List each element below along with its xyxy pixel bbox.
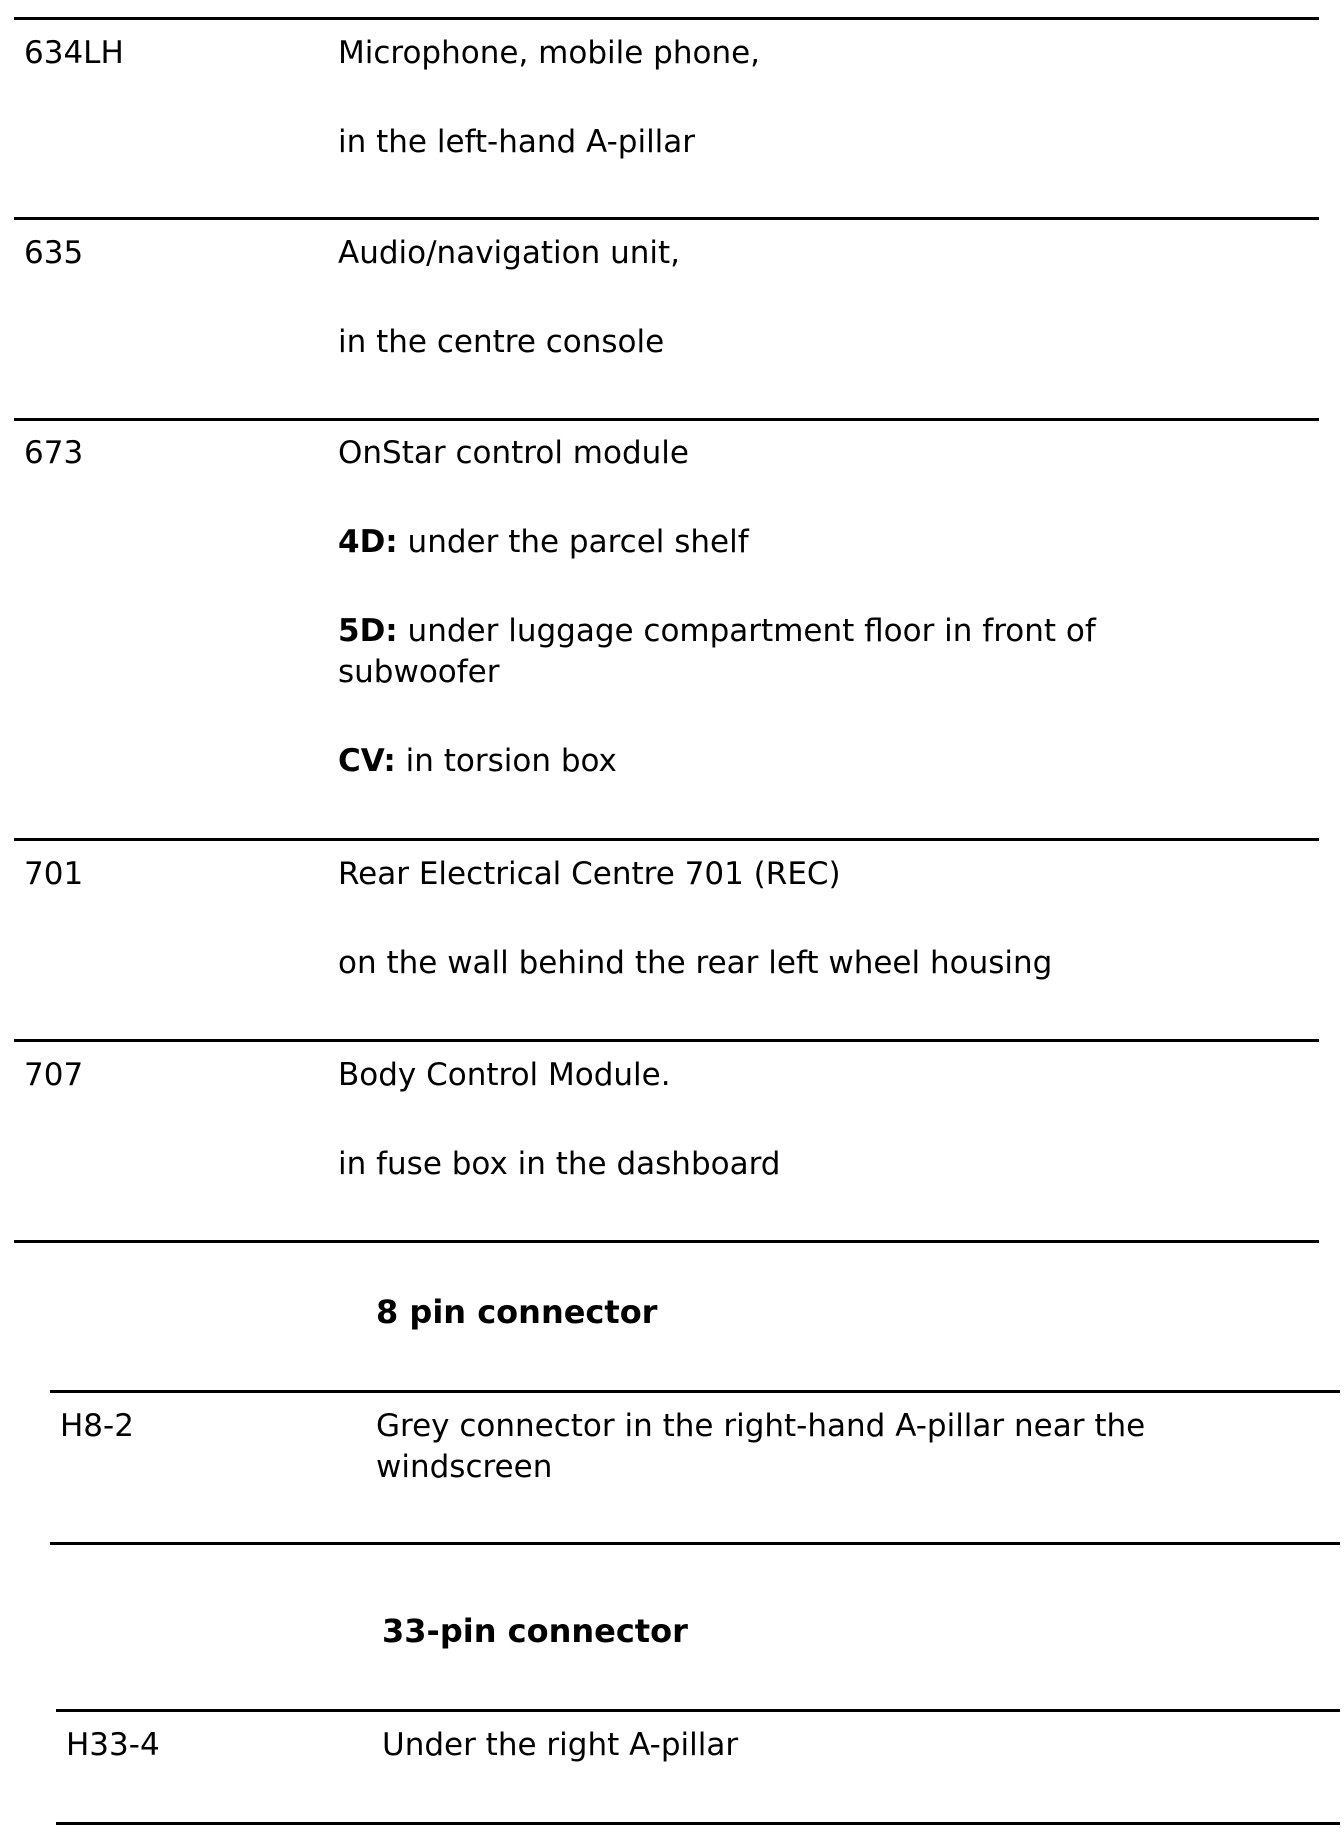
variant-location: under the parcel shelf	[397, 524, 749, 560]
row-divider	[14, 838, 1319, 841]
row-divider	[50, 1542, 1340, 1545]
variant-label: 4D:	[338, 524, 398, 560]
variant-label: CV:	[338, 743, 396, 779]
component-description: Body Control Module.	[338, 1057, 671, 1093]
component-location: on the wall behind the rear left wheel housing	[338, 945, 1053, 981]
row-divider	[56, 1709, 1340, 1712]
component-code: 635	[24, 235, 84, 271]
variant-label: 5D:	[338, 613, 398, 649]
row-divider	[14, 1039, 1319, 1042]
connector-code: H33-4	[66, 1727, 160, 1763]
section-heading: 33-pin connector	[382, 1612, 688, 1650]
row-divider	[14, 17, 1319, 20]
row-divider	[14, 418, 1319, 421]
location-variant	[338, 741, 617, 782]
component-code: 634LH	[24, 35, 124, 71]
component-description: Microphone, mobile phone,	[338, 35, 761, 71]
location-variant	[338, 522, 749, 563]
component-code: 673	[24, 435, 84, 471]
component-description: OnStar control module	[338, 435, 689, 471]
row-divider	[14, 217, 1319, 220]
component-location: in the left-hand A-pillar	[338, 124, 696, 160]
variant-location: in torsion box	[395, 743, 617, 779]
component-description: Audio/navigation unit,	[338, 235, 680, 271]
component-code: 701	[24, 856, 84, 892]
variant-location: under luggage compartment floor in front of subwoofer	[338, 613, 1096, 690]
component-location: in fuse box in the dashboard	[338, 1146, 781, 1182]
component-location: in the centre console	[338, 324, 665, 360]
connector-code: H8-2	[60, 1408, 134, 1444]
connector-location: Under the right A-pillar	[382, 1727, 739, 1763]
row-divider	[56, 1822, 1340, 1825]
connector-location: Grey connector in the right-hand A-pillar near the windscreen	[376, 1408, 1146, 1485]
row-divider	[50, 1390, 1340, 1393]
row-divider	[14, 1240, 1319, 1243]
component-code: 707	[24, 1057, 84, 1093]
component-description: Rear Electrical Centre 701 (REC)	[338, 856, 841, 892]
location-variant	[338, 611, 1218, 693]
section-heading: 8 pin connector	[376, 1293, 658, 1331]
